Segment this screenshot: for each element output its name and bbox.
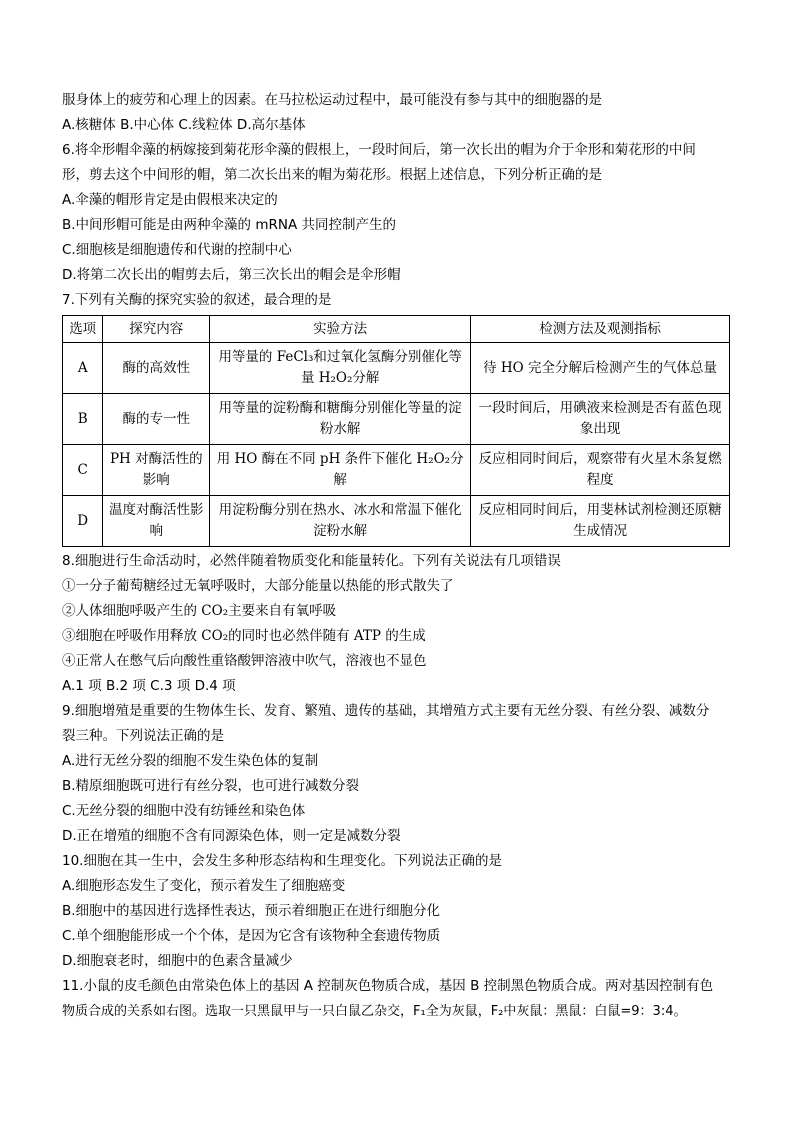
- q9-option-d: D.正在增殖的细胞不含有同源染色体，则一定是减数分裂: [62, 828, 401, 844]
- table-cell: 温度对酶活性影响: [103, 496, 210, 547]
- table-cell: 酶的专一性: [103, 394, 210, 445]
- table-cell: 反应相同时间后，观察带有火星木条复燃程度: [471, 445, 730, 496]
- q9-option-a: A.进行无丝分裂的细胞不发生染色体的复制: [62, 753, 319, 769]
- q6-stem-line2: 形，剪去这个中间形的帽，第二次长出来的帽为菊花形。根据上述信息，下列分析正确的是: [62, 167, 602, 183]
- table-cell: 待 HO 完全分解后检测产生的气体总量: [471, 343, 730, 394]
- table-row: [63, 394, 730, 445]
- table-cell: 一段时间后，用碘液来检测是否有蓝色现象出现: [471, 394, 730, 445]
- table-cell: PH 对酶活性的影响: [103, 445, 210, 496]
- table-header-method: 实验方法: [210, 316, 471, 343]
- q9-option-c: C.无丝分裂的细胞中没有纺锤丝和染色体: [62, 803, 306, 819]
- q8-options: A.1 项 B.2 项 C.3 项 D.4 项: [62, 678, 236, 694]
- q6-option-c: C.细胞核是细胞遗传和代谢的控制中心: [62, 242, 292, 258]
- q8-stem: 8.细胞进行生命活动时，必然伴随着物质变化和能量转化。下列有关说法有几项错误: [62, 553, 561, 569]
- q8-statement-2: ②人体细胞呼吸产生的 CO₂主要来自有氧呼吸: [62, 603, 337, 619]
- q10-stem: 10.细胞在其一生中，会发生多种形态结构和生理变化。下列说法正确的是: [62, 853, 502, 869]
- q11-stem-line1: 11.小鼠的皮毛颜色由常染色体上的基因 A 控制灰色物质合成，基因 B 控制黑色物质合成。两对基因控制有色: [62, 978, 714, 994]
- table-cell: B: [63, 394, 103, 445]
- q6-option-b: B.中间形帽可能是由两种伞藻的 mRNA 共同控制产生的: [62, 217, 396, 233]
- table-cell: 用等量的 FeCl₃和过氧化氢酶分别催化等量 H₂O₂分解: [210, 343, 471, 394]
- table-header-content: 探究内容: [103, 316, 210, 343]
- q7-stem: 7.下列有关酶的探究实验的叙述，最合理的是: [62, 292, 332, 308]
- q8-statement-1: ①一分子葡萄糖经过无氧呼吸时，大部分能量以热能的形式散失了: [62, 578, 454, 594]
- q6-stem-line1: 6.将伞形帽伞藻的柄嫁接到菊花形伞藻的假根上，一段时间后，第一次长出的帽为介于伞形和菊花形的中间: [62, 142, 696, 158]
- q8-statement-4: ④正常人在憋气后向酸性重铬酸钾溶液中吹气，溶液也不显色: [62, 653, 427, 669]
- table-cell: 酶的高效性: [103, 343, 210, 394]
- q7-experiment-table: [62, 315, 730, 547]
- table-header-detection: 检测方法及观测指标: [471, 316, 730, 343]
- q11-stem-line2: 物质合成的关系如右图。选取一只黑鼠甲与一只白鼠乙杂交，F₁全为灰鼠，F₂中灰鼠：黑鼠：白鼠=9：3:4。: [62, 1004, 687, 1019]
- table-row: [63, 445, 730, 496]
- q6-option-d: D.将第二次长出的帽剪去后，第三次长出的帽会是伞形帽: [62, 267, 401, 283]
- table-header-option: 选项: [63, 316, 103, 343]
- q6-option-a: A.伞藻的帽形肯定是由假根来决定的: [62, 192, 278, 208]
- table-cell: 用 HO 酶在不同 pH 条件下催化 H₂O₂分解: [210, 445, 471, 496]
- table-cell: 反应相同时间后，用斐林试剂检测还原糖生成情况: [471, 496, 730, 547]
- q10-option-c: C.单个细胞能形成一个个体，是因为它含有该物种全套遗传物质: [62, 928, 441, 944]
- table-cell: D: [63, 496, 103, 547]
- table-cell: A: [63, 343, 103, 394]
- table-row: [63, 496, 730, 547]
- q10-option-a: A.细胞形态发生了变化，预示着发生了细胞癌变: [62, 878, 346, 894]
- q5-stem-continued: 服身体上的疲劳和心理上的因素。在马拉松运动过程中，最可能没有参与其中的细胞器的是: [62, 92, 602, 108]
- q9-stem-line2: 裂三种。下列说法正确的是: [62, 728, 224, 744]
- page-content: [62, 88, 732, 1024]
- q10-option-d: D.细胞衰老时，细胞中的色素含量减少: [62, 953, 293, 969]
- table-cell: 用淀粉酶分别在热水、冰水和常温下催化淀粉水解: [210, 496, 471, 547]
- table-header-row: [63, 316, 730, 343]
- table-row: [63, 343, 730, 394]
- q9-stem-line1: 9.细胞增殖是重要的生物体生长、发育、繁殖、遗传的基础，其增殖方式主要有无丝分裂、有丝分裂、减数分: [62, 703, 710, 719]
- q5-options: A.核糖体 B.中心体 C.线粒体 D.高尔基体: [62, 117, 306, 133]
- table-cell: 用等量的淀粉酶和糖酶分别催化等量的淀粉水解: [210, 394, 471, 445]
- q10-option-b: B.细胞中的基因进行选择性表达，预示着细胞正在进行细胞分化: [62, 903, 441, 919]
- table-cell: C: [63, 445, 103, 496]
- q8-statement-3: ③细胞在呼吸作用释放 CO₂的同时也必然伴随有 ATP 的生成: [62, 628, 426, 644]
- q9-option-b: B.精原细胞既可进行有丝分裂，也可进行减数分裂: [62, 778, 360, 794]
